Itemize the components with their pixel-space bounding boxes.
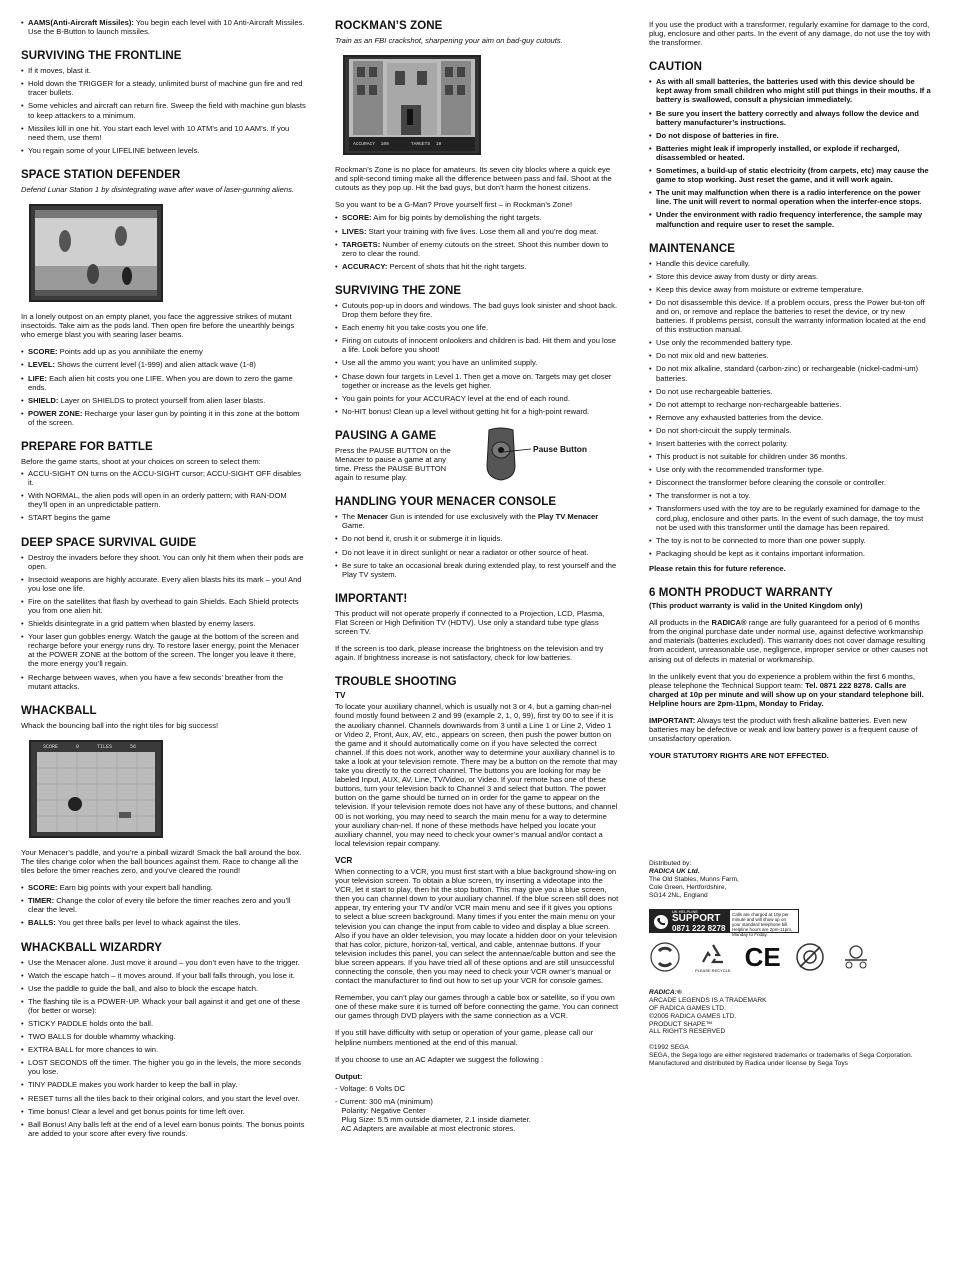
surviving-heading: SURVIVING THE ZONE xyxy=(335,284,462,297)
list-item: • The toy is not to be connected to more than one power supply. xyxy=(649,536,931,545)
list-item: • Do not bend it, crush it or submerge it in liquids. xyxy=(335,534,619,543)
aams-item: • AAMS(Anti-Aircraft Missiles): You begin each level with 10 Anti-Aircraft Missiles. Use the B-Button to launch missiles. xyxy=(21,18,307,36)
column-middle xyxy=(335,18,619,1133)
trouble-vcr: When connecting to a VCR, you must first start with a blue background show-ing on your television screen. To obtain a blue screen, try inserting a videotape into the VCR, let it start to play, then hit the stop button. This may give you a blue screen, then you can channel down to your auxiliary channel. If the blue screen still does not appear, try entering your TV and/or VCR main menu and see if it gives you options to select a blue screen background. Many times if you enter the main menu on your television you can change the input from cable to video and display a blue screen. Also if you have an older television, you may locate a hidden door on your television that has color, picture, horizon-tal, vertical, and cable, antennae buttons. If your television includes this panel, you can select the antennae/cable button and see the blue screen appears. If you have tried all of these options and are still unsuccessful connecting the console, then you may need to check your VCR owner’s manual or contact the manufacturer to find out how to set up your VCR for console games. xyxy=(335,866,619,986)
list-item: • Be sure you insert the battery correctly and always follow the device and battery manufacturer’s instructions. xyxy=(649,109,931,127)
legal-line: ARCADE LEGENDS IS A TRADEMARK xyxy=(649,997,767,1005)
list-item: • You gain points for your ACCURACY level at the end of each round. xyxy=(335,394,619,403)
legal-block xyxy=(649,989,931,1067)
frontline-list xyxy=(21,66,307,155)
legal-line: PRODUCT SHAPE™ xyxy=(649,1020,713,1028)
list-item: • TWO BALLS for double whammy whacking. xyxy=(21,1032,307,1041)
rockman-list xyxy=(335,213,619,270)
space-intro: In a lonely outpost on an empty planet, you face the aggressive strikes of mutant insectoids. Take aim as the pods land. Then open fire before the unearthly beings who emerge blast you with searing laser beams. xyxy=(21,312,295,340)
list-item: • RESET turns all the tiles back to their original colors, and you start the level over. xyxy=(21,1094,307,1103)
list-item: • The flashing tile is a POWER-UP. Whack your ball against it and get one of these (for better or worse): xyxy=(21,997,307,1015)
trouble-vcr-label: VCR xyxy=(335,855,353,865)
list-item: • LOST SECONDS off the timer. The higher you go in the levels, the more seconds you lose. xyxy=(21,1058,307,1076)
list-item: • Hold down the TRIGGER for a steady, unlimited burst of machine gun fire and red tracer bullets. xyxy=(21,79,307,97)
list-item: • TARGETS: Number of enemy cutouts on the street. Shoot this number down to zero to clear the round. xyxy=(335,240,619,258)
rockman-screen-bottom: ACCURACY 100 TARGETS 10 xyxy=(353,142,442,148)
list-item: • No-HIT bonus! Clean up a level without getting hit for a high-point reward. xyxy=(335,407,619,416)
list-item: • Missiles kill in one hit. You start each level with 10 ATM’s and 10 AAM’s. If you need them, use them! xyxy=(21,124,307,142)
list-item: • ACCURACY: Percent of shots that hit the right targets. xyxy=(335,262,619,271)
maintenance-list xyxy=(649,259,931,558)
list-item: • SCORE: Earn big points with your expert ball handling. xyxy=(21,883,307,892)
retain-note: Please retain this for future reference. xyxy=(649,563,786,573)
legal-line: Manufactured and distributed by Radica under license by Sega Toys xyxy=(649,1059,848,1067)
output-line: - Current: 300 mA (minimum) xyxy=(335,1096,433,1106)
transformer-intro: If you use the product with a transformer, regularly examine for damage to the cord, plug, enclosure and other parts. In the event of any damage, do not use the toy with the transformer. xyxy=(649,20,931,48)
statutory-rights: YOUR STATUTORY RIGHTS ARE NOT EFFECTED. xyxy=(649,751,829,761)
distributor-block xyxy=(649,860,931,899)
important-p2: If the screen is too dark, please increase the brightness on the television and try again. If brightness increase is not satisfactory, check for low batteries. xyxy=(335,644,604,663)
surviving-list xyxy=(335,301,619,416)
output-label: Output: xyxy=(335,1071,363,1081)
warranty-sub: (This product warranty is valid in the United Kingdom only) xyxy=(649,601,863,611)
important-heading: IMPORTANT! xyxy=(335,592,408,605)
handling-heading: HANDLING YOUR MENACER CONSOLE xyxy=(335,496,557,509)
list-item: • EXTRA BALL for more chances to win. xyxy=(21,1045,307,1054)
whackball-list xyxy=(21,883,307,927)
list-item: • TIMER: Change the color of every tile before the timer reaches zero and you’ll clear the level. xyxy=(21,896,307,914)
recycle-logo: PLEASE RECYCLE xyxy=(695,942,731,973)
certification-logos xyxy=(649,941,931,973)
handling-list xyxy=(335,512,619,579)
important-p1: This product will not operate properly if connected to a Projection, LCD, Plasma, Flat Screen or High Definition TV (HDTV). Use only a standard tube type glass screen TV. xyxy=(335,608,605,636)
list-item: • ACCU-SIGHT ON turns on the ACCU-SIGHT cursor; ACCU-SIGHT OFF disables it. xyxy=(21,469,307,487)
legal-line: SEGA, the Sega logo are either registered trademarks or trademarks of Sega Corporation. xyxy=(649,1051,913,1059)
output-line: Plug Size: 5.5 mm outside diameter, 2.1 inside diameter. xyxy=(335,1115,531,1125)
list-item: • With NORMAL, the alien pods will open in an orderly pattern; with RAN-DOM they’ll open in an unpredictable pattern. xyxy=(21,491,307,509)
pausing-text: Press the PAUSE BUTTON on the Menacer to pause a game at any time. Press the PAUSE BUTTON again to resume play. xyxy=(335,445,451,483)
list-item: • Firing on cutouts of innocent onlookers and children is bad. Hit them and you lose a life. Look before you shoot! xyxy=(335,336,619,354)
phone-icon xyxy=(653,914,669,930)
rockman-p2: So you want to be a G-Man? Prove yourself first – in Rockman’s Zone! xyxy=(335,200,573,210)
list-item: • Insert batteries with the correct polarity. xyxy=(649,439,931,448)
list-item: • Be sure to take an occasional break during extended play, to rest yourself and the Play TV system. xyxy=(335,561,619,579)
whackball-intro: Your Menacer’s paddle, and you’re a pinball wizard! Smack the ball around the box. The tiles change color when the ball bounces against them. Race to change all the tiles before the timer reaches zero, and you’ve cleared the round! xyxy=(21,847,302,876)
bin-disposal-icon xyxy=(839,944,873,970)
support-banner xyxy=(649,908,799,938)
list-item: • Do not leave it in direct sunlight or near a radiator or other source of heat. xyxy=(335,548,619,557)
list-item: • Time bonus! Clear a level and get bonus points for time left over. xyxy=(21,1107,307,1116)
prepare-intro: Before the game starts, shoot at your choices on screen to select them: xyxy=(21,456,261,466)
list-item: • Use only with the recommended transformer type. xyxy=(649,465,931,474)
list-item: • The transformer is not a toy. xyxy=(649,491,931,500)
list-item: • Chase down four targets in Level 1. Then get a move on. Targets may get closer together or increase as the levels get higher. xyxy=(335,372,619,390)
support-right: Calls are charged at 10p per minute and will show up on your standard telephone bill. Helpline hours are 2pm-11pm, Monday to Friday. xyxy=(732,912,793,938)
distributor-line: Cole Green, Hertfordshire, xyxy=(649,883,727,891)
trouble-tv: To locate your auxiliary channel, which is usually not 3 or 4, but a gaming chan-nel found mostly found between 2 and 99 (example 2, 1, 0, 99), first try 00 to see if it is the auxiliary channel. Channels downwards from 3 until a Line 1 or Line 2, Video 1 or Video 2, Front, Aux, AV, etc., appears on screen, then push the power button on the game and it should automatically come on if you have selected the correct channel. If this does not work, another way to determine your auxiliary channel is to take a look at your television remote. There may be a button on the remote that may take you directly to the correct channel. The buttons you are looking for may be labeled Input, AUX, AV, Line, TV/Video, or Video. If your remote has one of these buttons, turn your television back to Channel 3 and select that button. The power button on the game should be turned on in order for the game to appear on the television. If your television remote does not have any of these buttons, and channel 00 is not working, you may need to search the main menu for a way to determine your auxiliary chan-nel. If none of these methods have helped you locate your auxiliary channel, you may need to check your owner’s manual and/or contact a local television repair company. xyxy=(335,702,618,848)
list-item: • POWER ZONE: Recharge your laser gun by pointing it in this zone at the bottom of the screen. xyxy=(21,409,307,427)
deep-heading: DEEP SPACE SURVIVAL GUIDE xyxy=(21,536,197,549)
list-item: • Use the Menacer alone. Just move it around – you don’t even have to the trigger. xyxy=(21,958,307,967)
distributor-line: SG14 2NL, England xyxy=(649,891,708,899)
rockman-p1: Rockman’s Zone is no place for amateurs. Its seven city blocks where a quick eye and split-second timing make all the difference between pass and fail. Shoot at the cutouts as they pop up. Hit the bad guys, but don’t harm the honest citizens. xyxy=(335,165,612,193)
space-screenshot xyxy=(29,204,163,302)
whackball-subtitle: Whack the bouncing ball into the right tiles for big success! xyxy=(21,720,219,730)
deep-list xyxy=(21,553,307,691)
aams-list xyxy=(21,18,307,36)
list-item: • Insectoid weapons are highly accurate. Every alien blasts hits its mark – you! And you lose one life. xyxy=(21,575,307,593)
ce-mark-icon: CE xyxy=(744,942,781,973)
list-item: • As with all small batteries, the batteries used with this device should be kept away from small children who might still put things in their mouths. If a battery is swallowed, consult a physician immediately. xyxy=(649,77,931,104)
list-item: • Destroy the invaders before they shoot. You can only hit them when their pods are open. xyxy=(21,553,307,571)
list-item: • Watch the escape hatch – it moves around. If your ball falls through, you lose it. xyxy=(21,971,307,980)
whackball-heading: WHACKBALL xyxy=(21,704,97,717)
list-item: • LIVES: Start your training with five lives. Lose them all and you’re dog meat. xyxy=(335,227,619,236)
list-item: • Keep this device away from moisture or extreme temperature. xyxy=(649,285,931,294)
list-item: • Do not short-circuit the supply terminals. xyxy=(649,426,931,435)
list-item: • Packaging should be kept as it contains important information. xyxy=(649,549,931,558)
list-item: • The unit may malfunction when there is a radio interference on the power line. The unit will revert to normal operation when the interfer-ence stops. xyxy=(649,188,931,206)
distributor-line: Distributed by: xyxy=(649,860,692,868)
list-item: • SCORE: Points add up as you annihilate the enemy xyxy=(21,347,307,356)
list-item: • Handle this device carefully. xyxy=(649,259,931,268)
output-line: - Voltage: 6 Volts DC xyxy=(335,1083,406,1093)
space-screenshot-art xyxy=(31,206,161,300)
list-item: • Use the paddle to guide the ball, and also to block the escape hatch. xyxy=(21,984,307,993)
legal-line: ALL RIGHTS RESERVED xyxy=(649,1028,726,1036)
space-heading: SPACE STATION DEFENDER xyxy=(21,168,181,181)
list-item: • Do not mix alkaline, standard (carbon-zinc) or rechargeable (nickel-cadmi-um) batteries. xyxy=(649,364,931,382)
legal-line: ©2005 RADICA GAMES LTD. xyxy=(649,1012,737,1020)
wizardry-heading: WHACKBALL WIZARDRY xyxy=(21,941,163,954)
list-item: • Shields disintegrate in a grid pattern when blasted by enemy lasers. xyxy=(21,619,307,628)
warranty-p1: All products in the RADICA® range are fully guaranteed for a period of 6 months from the original purchase date under normal use, against defective workmanship and materials (batteries excluded). This warranty does not cover damage resulting from accident, unreasonable use, negligence, improper service or other causes not arising out of defects in material or workmanship. xyxy=(649,618,928,664)
trouble-heading: TROUBLE SHOOTING xyxy=(335,676,457,689)
callout-arrow-icon xyxy=(503,448,533,454)
pausing-heading: PAUSING A GAME xyxy=(335,429,437,442)
output-line: AC Adapters are available at most electronic stores. xyxy=(335,1124,516,1134)
list-item: • Each enemy hit you take costs you one life. xyxy=(335,323,619,332)
space-subtitle: Defend Lunar Station 1 by disintegrating wave after wave of laser-gunning aliens. xyxy=(21,184,294,194)
list-item: • Use only the recommended battery type. xyxy=(649,338,931,347)
legal-line: ©1992 SEGA xyxy=(649,1044,689,1052)
trouble-still: If you still have difficulty with setup or operation of your game, please call our helpline numbers mentioned at the end of this manual. xyxy=(335,1028,594,1047)
list-item: • Disconnect the transformer before cleaning the console or controller. xyxy=(649,478,931,487)
rockman-subtitle: Train as an FBI crackshot, sharpening your aim on bad-guy cutouts. xyxy=(335,36,563,45)
trouble-adapter: If you choose to use an AC Adapter we suggest the following : xyxy=(335,1054,544,1064)
gun-icon xyxy=(481,426,521,482)
caution-list xyxy=(649,77,931,228)
list-item: • STICKY PADDLE holds onto the ball. xyxy=(21,1019,307,1028)
list-item: • LEVEL: Shows the current level (1-999) and alien attack wave (1-8) xyxy=(21,360,307,369)
list-item: • Batteries might leak if improperly installed, or explode if recharged, disassembled or heated. xyxy=(649,144,931,162)
list-item: • TINY PADDLE makes you work harder to keep the ball in play. xyxy=(21,1080,307,1089)
list-item: • BALLS: You get three balls per level to whack against the tiles. xyxy=(21,918,307,927)
list-item: • Under the environment with radio frequency interference, the sample may malfunction and require user to reset the sample. xyxy=(649,210,931,228)
warranty-p2: In the unlikely event that you do experience a problem within the first 6 months, please telephone the Technical Support team: Tel. 0871 222 8278. Calls are charged at 10p per minute and will show up on your standard telephone bill. Helpline hours are 2pm-11pm, Monday to Friday. xyxy=(649,671,924,708)
whackball-screenshot xyxy=(29,740,163,838)
legal-line: OF RADICA GAMES LTD. xyxy=(649,1004,726,1012)
list-item: • If it moves, blast it. xyxy=(21,66,307,75)
warranty-p3: IMPORTANT: Always test the product with fresh alkaline batteries. Even new batteries may be defective or weak and low battery power is a frequent cause of unsatisfactory operation. xyxy=(649,715,918,744)
menacer-gun-image xyxy=(481,426,521,482)
support-left: UK HELPLINE SUPPORT 0871 222 8278 xyxy=(650,910,730,932)
list-item: • Do not use rechargeable batteries. xyxy=(649,387,931,396)
prepare-list xyxy=(21,469,307,522)
list-item: • Store this device away from dusty or dirty areas. xyxy=(649,272,931,281)
prepare-heading: PREPARE FOR BATTLE xyxy=(21,440,153,453)
whackball-screen-top: SCORE 0 TILES 56 xyxy=(43,743,137,750)
green-dot-icon xyxy=(649,941,681,973)
trouble-remember: Remember, you can’t play our games through a cable box or satellite, so if you own one of these make sure it is turned off before connecting the game. You can connect our games through DVD players with the same connection as a VCR. xyxy=(335,993,619,1021)
list-item: • Cutouts pop-up in doors and windows. The bad guys look sinister and shoot back. Drop them before they fire. xyxy=(335,301,619,319)
list-item: • The Menacer Gun is intended for use exclusively with the Play TV Menacer Game. xyxy=(335,512,619,530)
list-item: • Use all the ammo you want; you have an unlimited supply. xyxy=(335,358,619,367)
list-item: • You regain some of your LIFELINE between levels. xyxy=(21,146,307,155)
list-item: • Do not mix old and new batteries. xyxy=(649,351,931,360)
list-item: • Your laser gun gobbles energy. Watch the gauge at the bottom of the screen and recharge before your energy runs dry. To restore laser energy, point the Menacer at the POWER ZONE at the bottom of the screen. The longer you leave it there, the more energy you’ll regain. xyxy=(21,632,307,668)
space-list xyxy=(21,347,307,427)
list-item: • Some vehicles and aircraft can return fire. Sweep the field with machine gun blasts to keep attackers to a minimum. xyxy=(21,101,307,119)
pausing-section xyxy=(335,430,619,482)
list-item: • Transformers used with the toy are to be regularly examined for damage to the cord,plug, enclosure and other parts. In the event of such damage, the toy must not be used with this transformer until the damage has been repaired. xyxy=(649,504,931,531)
whackball-screenshot-art xyxy=(31,742,161,836)
list-item: • Fire on the satellites that flash by overhead to gain Shields. Each Shield protects you from one alien hit. xyxy=(21,597,307,615)
list-item: • This product is not suitable for children under 36 months. xyxy=(649,452,931,461)
list-item: • Ball Bonus! Any balls left at the end of a level earn bonus points. The bonus points are added to your score after every five rounds. xyxy=(21,1120,307,1138)
distributor-line: RADICA UK Ltd. xyxy=(649,868,700,876)
trouble-tv-label: TV xyxy=(335,691,346,701)
list-item: • Sometimes, a build-up of static electricity (from carpets, etc) may cause the game to stop working. Just reset the game, and it will work again. xyxy=(649,166,931,184)
legal-line: RADICA:® xyxy=(649,989,682,997)
wizardry-list xyxy=(21,958,307,1138)
warranty-heading: 6 MONTH PRODUCT WARRANTY xyxy=(649,587,833,600)
list-item: • Remove any exhausted batteries from the device. xyxy=(649,413,931,422)
frontline-heading: SURVIVING THE FRONTLINE xyxy=(21,50,182,63)
list-item: • LIFE: Each alien hit costs you one LIFE. When you are down to zero the game ends. xyxy=(21,374,307,392)
recycle-icon xyxy=(699,942,727,968)
rockman-screenshot xyxy=(343,55,481,155)
list-item: • SCORE: Aim for big points by demolishing the right targets. xyxy=(335,213,619,222)
age-warning-icon xyxy=(795,942,825,972)
column-left xyxy=(21,18,307,1142)
rockman-heading: ROCKMAN’S ZONE xyxy=(335,20,443,32)
list-item: • START begins the game xyxy=(21,513,307,522)
maintenance-heading: MAINTENANCE xyxy=(649,242,736,255)
list-item: • Do not attempt to recharge non-rechargeable batteries. xyxy=(649,400,931,409)
list-item: • Do not dispose of batteries in fire. xyxy=(649,131,931,140)
list-item: • SHIELD: Layer on SHIELDS to protect yourself from alien laser blasts. xyxy=(21,396,307,405)
list-item: • Do not disassemble this device. If a problem occurs, press the Power but-ton off and on, or remove and replace the batteries to reset the device, or try new batteries. If problems persist, consult the warranty information located at the end of this instruction manual. xyxy=(649,298,931,334)
rockman-screenshot-art xyxy=(345,57,479,153)
column-right xyxy=(649,20,931,1068)
distributor-line: The Old Stables, Munns Farm, xyxy=(649,875,739,883)
list-item: • Recharge between waves, when you have a few seconds’ breather from the mutant attacks. xyxy=(21,673,307,691)
caution-heading: CAUTION xyxy=(649,61,703,74)
pause-button-callout: Pause Button xyxy=(533,443,587,454)
output-line: Polarity: Negative Center xyxy=(335,1106,426,1116)
